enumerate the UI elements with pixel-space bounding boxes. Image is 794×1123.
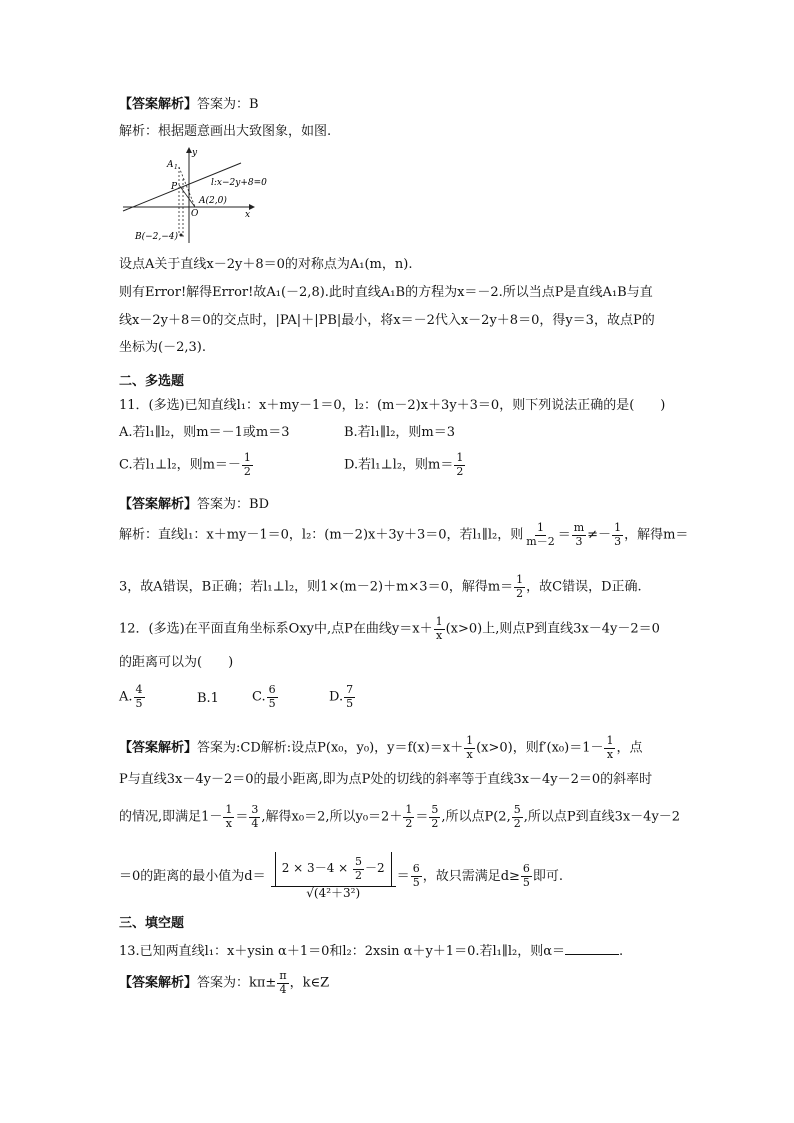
q12-stem: 12．(多选)在平面直角坐标系Oxy中,点P在曲线y＝x＋ $\frac{1}{x}$ (x>0)上,则点P到直线3x－4y－2＝0 bbox=[119, 615, 660, 642]
fraction: $\frac{1}{2}$ bbox=[243, 451, 251, 478]
q12-option-d: D. $\frac{7}{5}$ bbox=[329, 683, 354, 710]
label-a1-sub: 1 bbox=[174, 164, 178, 171]
q12-explanation-3: 的情况,即满足1－ $\frac{1}{x}$ ＝ $\frac{3}{4}$ ,解得x₀＝2,所以y₀＝2＋ $\frac{1}{2}$ ＝ $\frac{5}{2}$ ,所以点P(2, $\frac{5}{2}$ ,所以点P到直线3x－4y－2 bbox=[119, 803, 681, 830]
q12-option-c: C. $\frac{6}{5}$ bbox=[252, 683, 276, 710]
absolute-value: 2 × 3－4 × $\frac{5}{2}$ －2 bbox=[275, 852, 392, 886]
label-a1: A bbox=[167, 160, 174, 170]
q10-line3: 线x－2y＋8＝0的交点时，|PA|＋|PB|最小，将x＝－2代入x－2y＋8＝0，得y＝3，故点P的 bbox=[119, 313, 655, 328]
answer-blank bbox=[565, 943, 619, 955]
q11-explanation-2: 3，故A错误，B正确；若l₁⊥l₂，则1×(m－2)＋m×3＝0，解得m＝ $\frac{1}{2}$ ，故C错误，D正确. bbox=[119, 573, 642, 600]
q12-explanation-2: P与直线3x－4y－2＝0的最小距离,即为点P处的切线的斜率等于直线3x－4y－2＝0的斜率时 bbox=[119, 772, 653, 787]
q11-option-b: B.若l₁∥l₂，则m＝3 bbox=[344, 425, 456, 440]
q10-line4: 坐标为(－2,3). bbox=[119, 340, 206, 355]
q10-answer-line bbox=[119, 98, 259, 111]
q12-explanation-1: 【答案解析】答案为:CD解析:设点P(x₀，y₀)，y＝f(x)＝x＋ $\frac{1}{x}$ (x>0)，则f′(x₀)＝1－ $\frac{1}{x}$ ，点 bbox=[119, 734, 643, 761]
label-line: l:x−2y+8=0 bbox=[211, 178, 267, 188]
coordinate-figure bbox=[119, 145, 299, 245]
q10-line1: 设点A关于直线x－2y＋8＝0的对称点为A₁(m，n). bbox=[119, 257, 413, 272]
q12-option-a: A. $\frac{4}{5}$ bbox=[119, 683, 143, 710]
label-p: P bbox=[171, 182, 178, 192]
distance-fraction: 2 × 3－4 × $\frac{5}{2}$ －2 √(4²＋3²) bbox=[271, 852, 396, 901]
fraction: $\frac{1}{2}$ bbox=[456, 451, 464, 478]
q11-explanation-1: 解析：直线l₁：x＋my－1＝0，l₂：(m－2)x＋3y＋3＝0，若l₁∥l₂，则 $\frac{1}{m-2}$ ＝ $\frac{m}{3}$ ≠－ $\frac{1}{3}$ ，解得m＝ bbox=[119, 521, 689, 548]
section-fill-blank: 三、填空题 bbox=[119, 916, 185, 931]
label-a: A(2,0) bbox=[199, 196, 227, 206]
q12-explanation-4: ＝0的距离的最小值为d＝ 2 × 3－4 × $\frac{5}{2}$ －2 √(4²＋3²) ＝ $\frac{6}{5}$ ，故只需满足d≥ $\frac{6}{5}$ 即可. bbox=[119, 852, 563, 901]
label-o: O bbox=[191, 209, 199, 219]
q10-analysis: 解析：根据题意画出大致图象，如图. bbox=[119, 124, 332, 139]
dashed-pb bbox=[179, 185, 195, 207]
q11-stem: 11．(多选)已知直线l₁：x＋my－1＝0，l₂：(m－2)x＋3y＋3＝0，则下列说法正确的是( ) bbox=[119, 398, 666, 413]
label-y: y bbox=[192, 148, 198, 158]
q13-stem: 13.已知两直线l₁：x＋ysin α＋1＝0和l₂：2xsin α＋y＋1＝0.若l₁∥l₂，则α＝ . bbox=[119, 944, 624, 959]
q12-stem-2: 的距离可以为( ) bbox=[119, 655, 234, 670]
q13-answer-line: 【答案解析】答案为：kπ± $\frac{\pi}{4}$ ，k∈Z bbox=[119, 969, 330, 996]
q11-answer-line: 【答案解析】答案为：BD bbox=[119, 497, 269, 512]
q10-line2: 则有Error!解得Error!故A₁(－2,8).此时直线A₁B的方程为x＝－2.所以当点P是直线A₁B与直 bbox=[119, 285, 653, 300]
section-multiple-choice: 二、多选题 bbox=[119, 374, 185, 389]
q11-option-c: C.若l₁⊥l₂，则m＝－ $\frac{1}{2}$ bbox=[119, 451, 251, 478]
q11-option-a: A.若l₁∥l₂，则m＝－1或m＝3 bbox=[119, 425, 290, 440]
q11-option-d: D.若l₁⊥l₂，则m＝ $\frac{1}{2}$ bbox=[344, 451, 464, 478]
point-b bbox=[180, 234, 183, 237]
q12-option-b: B.1 bbox=[197, 691, 219, 706]
answer-tag: 【答案解析】 bbox=[119, 97, 198, 112]
label-x: x bbox=[245, 210, 251, 220]
label-b: B(−2,−4) bbox=[135, 232, 179, 242]
answer-text: 答案为：B bbox=[197, 97, 259, 112]
